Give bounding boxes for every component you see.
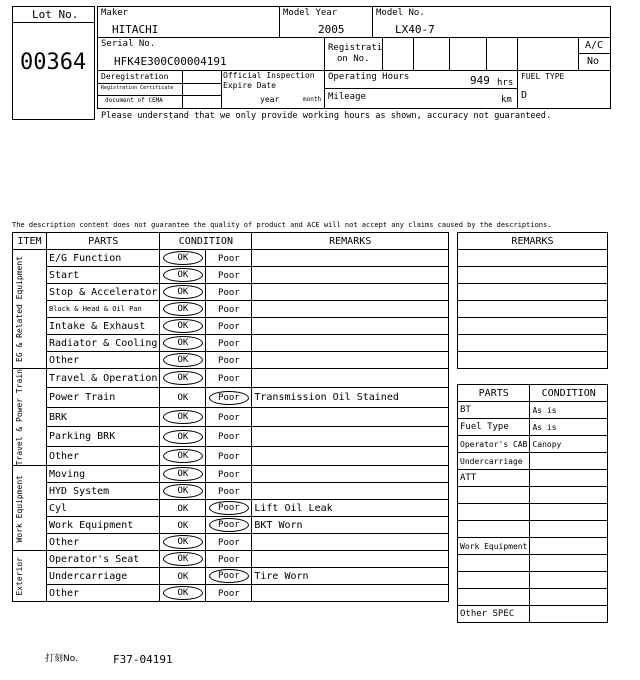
ok-cell [160, 551, 206, 568]
poor-mark: Poor [218, 287, 240, 298]
item-group-label: Travel & Power Train [15, 369, 24, 466]
ok-cell [160, 301, 206, 318]
stamp-value: F37-04191 [113, 653, 173, 666]
fuel-type-value: D [521, 90, 528, 101]
ok-mark: OK [163, 353, 203, 367]
deregistration-label: Deregistration [101, 72, 169, 81]
spec-row [458, 402, 608, 419]
ok-cell [160, 427, 206, 446]
part-name: Other [47, 585, 160, 602]
poor-cell [206, 466, 252, 483]
registration-label-2: on No. [337, 54, 370, 64]
row-line-5 [324, 88, 517, 89]
spec-condition-header: CONDITION [530, 385, 608, 402]
item-header: ITEM [13, 233, 47, 250]
item-group-cell [13, 369, 47, 466]
model-year-label: Model Year [283, 8, 338, 18]
condition-header: CONDITION [160, 233, 252, 250]
ok-mark: OK [163, 552, 203, 566]
table-row [13, 369, 449, 388]
serial-label: Serial No. [101, 39, 156, 49]
spec-row [458, 555, 608, 572]
spec-part: Undercarriage [458, 453, 530, 470]
parts-header: PARTS [47, 233, 160, 250]
spec-row [458, 436, 608, 453]
fuel-type-label: FUEL TYPE [521, 72, 565, 81]
col-line-5 [413, 37, 414, 70]
poor-cell [206, 369, 252, 388]
poor-mark: Poor [218, 412, 240, 423]
spec-part [458, 589, 530, 606]
hrs-label: hrs [497, 78, 514, 88]
ok-cell [160, 483, 206, 500]
col-line-3 [324, 37, 325, 109]
cema-label: document of CEMA [105, 97, 163, 104]
spec-table [457, 384, 608, 623]
table-row [13, 267, 449, 284]
part-name: Power Train [47, 388, 160, 407]
poor-mark: Poor [209, 391, 249, 405]
ok-cell [160, 267, 206, 284]
poor-cell [206, 517, 252, 534]
right-remarks-row [458, 301, 608, 318]
right-remarks-row [458, 284, 608, 301]
right-remarks-table [457, 232, 608, 369]
accuracy-notice: Please understand that we only provide working hours as shown, accuracy not guaranteed. [101, 111, 552, 121]
poor-mark: Poor [218, 486, 240, 497]
remark [252, 483, 449, 500]
model-year-value: 2005 [318, 23, 345, 36]
ok-cell [160, 517, 206, 534]
remark [252, 335, 449, 352]
spec-part: ATT [458, 470, 530, 487]
table-row [13, 551, 449, 568]
spec-condition: As is [530, 419, 608, 436]
remark [252, 585, 449, 602]
part-name: Operator's Seat [47, 551, 160, 568]
spec-parts-header: PARTS [458, 385, 530, 402]
col-line-7 [486, 37, 487, 70]
spec-row [458, 572, 608, 589]
row-line-2 [97, 70, 611, 71]
table-row [13, 250, 449, 267]
lot-divider [12, 22, 95, 23]
table-row [13, 335, 449, 352]
table-row [13, 585, 449, 602]
remark: BKT Worn [252, 517, 449, 534]
spec-condition [530, 555, 608, 572]
remark [252, 284, 449, 301]
remark [252, 427, 449, 446]
poor-mark: Poor [209, 501, 249, 515]
ok-cell [160, 369, 206, 388]
lot-label: Lot No. [32, 8, 79, 21]
ac-label: A/C [585, 40, 604, 51]
part-name: Start [47, 267, 160, 284]
ok-mark: OK [163, 336, 203, 350]
part-name: Other [47, 534, 160, 551]
stamp-label: 打刻No. [45, 654, 78, 664]
model-no-label: Model No. [376, 8, 425, 18]
spec-row [458, 487, 608, 504]
part-name: Block & Head & Oil Pan [47, 301, 160, 318]
table-row [13, 466, 449, 483]
poor-mark: Poor [218, 432, 240, 443]
spec-row [458, 589, 608, 606]
operating-hours-value: 949 [470, 74, 490, 87]
ok-mark: OK [177, 393, 189, 404]
poor-cell [206, 335, 252, 352]
poor-mark: Poor [209, 569, 249, 583]
remark: Tire Worn [252, 568, 449, 585]
mileage-label: Mileage [328, 92, 366, 102]
table-row [13, 352, 449, 369]
spec-row [458, 419, 608, 436]
right-remarks-row [458, 318, 608, 335]
part-name: BRK [47, 407, 160, 426]
table-row [13, 446, 449, 466]
spec-row [458, 504, 608, 521]
remark [252, 318, 449, 335]
ok-mark: OK [163, 319, 203, 333]
right-remarks-row [458, 250, 608, 267]
spec-condition [530, 572, 608, 589]
col-line-2 [372, 6, 373, 37]
ok-mark: OK [177, 571, 189, 582]
remark [252, 551, 449, 568]
spec-part [458, 521, 530, 538]
poor-mark: Poor [218, 373, 240, 384]
registration-cert-label: Registration Certificate [101, 85, 174, 91]
inspection-label-1: Official Inspection [223, 71, 315, 80]
spec-condition [530, 504, 608, 521]
spec-part: Operator's CAB [458, 436, 530, 453]
part-name: Travel & Operation [47, 369, 160, 388]
poor-cell [206, 318, 252, 335]
ok-mark: OK [163, 251, 203, 265]
right-remarks-row [458, 352, 608, 369]
ok-mark: OK [163, 449, 203, 463]
row-line-1 [97, 37, 611, 38]
spec-condition [530, 487, 608, 504]
ok-mark: OK [163, 302, 203, 316]
inspection-label-2: Expire Date [223, 81, 276, 90]
right-remarks-header: REMARKS [458, 233, 608, 250]
part-name: Radiator & Cooling [47, 335, 160, 352]
spec-row [458, 606, 608, 623]
ok-cell [160, 250, 206, 267]
item-group-label: EG & Related Equipment [15, 256, 24, 362]
spec-condition: As is [530, 402, 608, 419]
part-name: Other [47, 446, 160, 466]
spec-part: Other SPEC [458, 606, 530, 623]
spec-part [458, 487, 530, 504]
col-line-11 [221, 70, 222, 109]
remark [252, 250, 449, 267]
spec-part: BT [458, 402, 530, 419]
spec-condition [530, 470, 608, 487]
spec-condition [530, 606, 608, 623]
remark [252, 466, 449, 483]
table-row [13, 568, 449, 585]
ok-cell [160, 318, 206, 335]
ok-cell [160, 388, 206, 407]
part-name: HYD System [47, 483, 160, 500]
poor-cell [206, 568, 252, 585]
ok-mark: OK [163, 467, 203, 481]
item-group-cell [13, 466, 47, 551]
poor-cell [206, 301, 252, 318]
poor-cell [206, 551, 252, 568]
part-name: Cyl [47, 500, 160, 517]
spec-part: Fuel Type [458, 419, 530, 436]
remark [252, 534, 449, 551]
part-name: Stop & Accelerator [47, 284, 160, 301]
ok-cell [160, 446, 206, 466]
condition-table [12, 232, 449, 602]
part-name: Intake & Exhaust [47, 318, 160, 335]
row-line-4 [97, 95, 221, 96]
spec-row [458, 521, 608, 538]
poor-cell [206, 407, 252, 426]
poor-mark: Poor [218, 270, 240, 281]
spec-condition: Canopy [530, 436, 608, 453]
disclaimer: The description content does not guarantee the quality of product and ACE will not accept any claims caused by the descriptions. [12, 221, 552, 229]
spec-row [458, 470, 608, 487]
ok-mark: OK [177, 520, 189, 531]
poor-mark: Poor [218, 537, 240, 548]
poor-cell [206, 483, 252, 500]
poor-cell [206, 284, 252, 301]
poor-mark: Poor [218, 321, 240, 332]
part-name: Work Equipment [47, 517, 160, 534]
part-name: Parking BRK [47, 427, 160, 446]
ok-mark: OK [163, 586, 203, 600]
row-line-3 [97, 83, 221, 84]
poor-mark: Poor [218, 355, 240, 366]
spec-part [458, 572, 530, 589]
poor-mark: Poor [218, 253, 240, 264]
spec-condition [530, 453, 608, 470]
table-row [13, 284, 449, 301]
col-line-8 [517, 37, 518, 109]
poor-cell [206, 267, 252, 284]
remark [252, 301, 449, 318]
ok-cell [160, 500, 206, 517]
model-no-value: LX40-7 [395, 23, 435, 36]
remark [252, 267, 449, 284]
poor-cell [206, 352, 252, 369]
poor-mark: Poor [218, 554, 240, 565]
poor-mark: Poor [209, 518, 249, 532]
ok-mark: OK [163, 484, 203, 498]
col-line-10 [182, 70, 183, 109]
col-line-6 [449, 37, 450, 70]
maker-value: HITACHI [112, 23, 159, 36]
ok-mark: OK [163, 268, 203, 282]
registration-label-1: Registrati [328, 43, 383, 53]
ok-cell [160, 335, 206, 352]
spec-part [458, 555, 530, 572]
remarks-header: REMARKS [252, 233, 449, 250]
maker-label: Maker [101, 8, 129, 18]
table-row [13, 517, 449, 534]
part-name: Moving [47, 466, 160, 483]
poor-cell [206, 427, 252, 446]
poor-mark: Poor [218, 469, 240, 480]
spec-condition [530, 521, 608, 538]
ok-cell [160, 352, 206, 369]
ac-value: No [587, 56, 600, 67]
remark [252, 446, 449, 466]
poor-mark: Poor [218, 588, 240, 599]
ok-cell [160, 534, 206, 551]
right-remarks-row [458, 267, 608, 284]
poor-cell [206, 585, 252, 602]
poor-cell [206, 534, 252, 551]
spec-row [458, 453, 608, 470]
part-name: Undercarriage [47, 568, 160, 585]
poor-mark: Poor [218, 451, 240, 462]
spec-row [458, 538, 608, 555]
poor-mark: Poor [218, 338, 240, 349]
spec-part: Work Equipment [458, 538, 530, 555]
table-row [13, 318, 449, 335]
ok-mark: OK [163, 535, 203, 549]
poor-cell [206, 388, 252, 407]
remark [252, 352, 449, 369]
item-group-cell [13, 250, 47, 369]
part-name: Other [47, 352, 160, 369]
ok-cell [160, 585, 206, 602]
ok-cell [160, 568, 206, 585]
remark [252, 369, 449, 388]
ac-divider [578, 53, 611, 54]
col-line-4 [382, 37, 383, 70]
remark [252, 407, 449, 426]
serial-value: HFK4E300C00004191 [114, 55, 227, 68]
table-row [13, 427, 449, 446]
km-label: km [501, 95, 512, 105]
table-row [13, 534, 449, 551]
table-row [13, 483, 449, 500]
part-name: E/G Function [47, 250, 160, 267]
ok-mark: OK [163, 285, 203, 299]
ok-mark: OK [163, 410, 203, 424]
poor-cell [206, 250, 252, 267]
poor-mark: Poor [218, 304, 240, 315]
col-line-1 [279, 6, 280, 37]
ok-mark: OK [177, 503, 189, 514]
lot-number: 00364 [20, 50, 87, 75]
spec-condition [530, 538, 608, 555]
remark: Lift Oil Leak [252, 500, 449, 517]
table-row [13, 388, 449, 407]
poor-cell [206, 446, 252, 466]
remark: Transmission Oil Stained [252, 388, 449, 407]
ok-mark: OK [163, 371, 203, 385]
spec-condition [530, 589, 608, 606]
poor-cell [206, 500, 252, 517]
ok-cell [160, 407, 206, 426]
item-group-cell [13, 551, 47, 602]
spec-part [458, 504, 530, 521]
ok-cell [160, 284, 206, 301]
ok-cell [160, 466, 206, 483]
table-row [13, 407, 449, 426]
operating-hours-label: Operating Hours [328, 72, 410, 82]
year-label: year [260, 95, 280, 104]
month-label: month [303, 96, 322, 103]
item-group-label: Work Equipment [15, 474, 24, 543]
item-group-label: Exterior [15, 557, 24, 596]
table-row [13, 500, 449, 517]
ok-mark: OK [163, 430, 203, 444]
right-remarks-row [458, 335, 608, 352]
table-row [13, 301, 449, 318]
